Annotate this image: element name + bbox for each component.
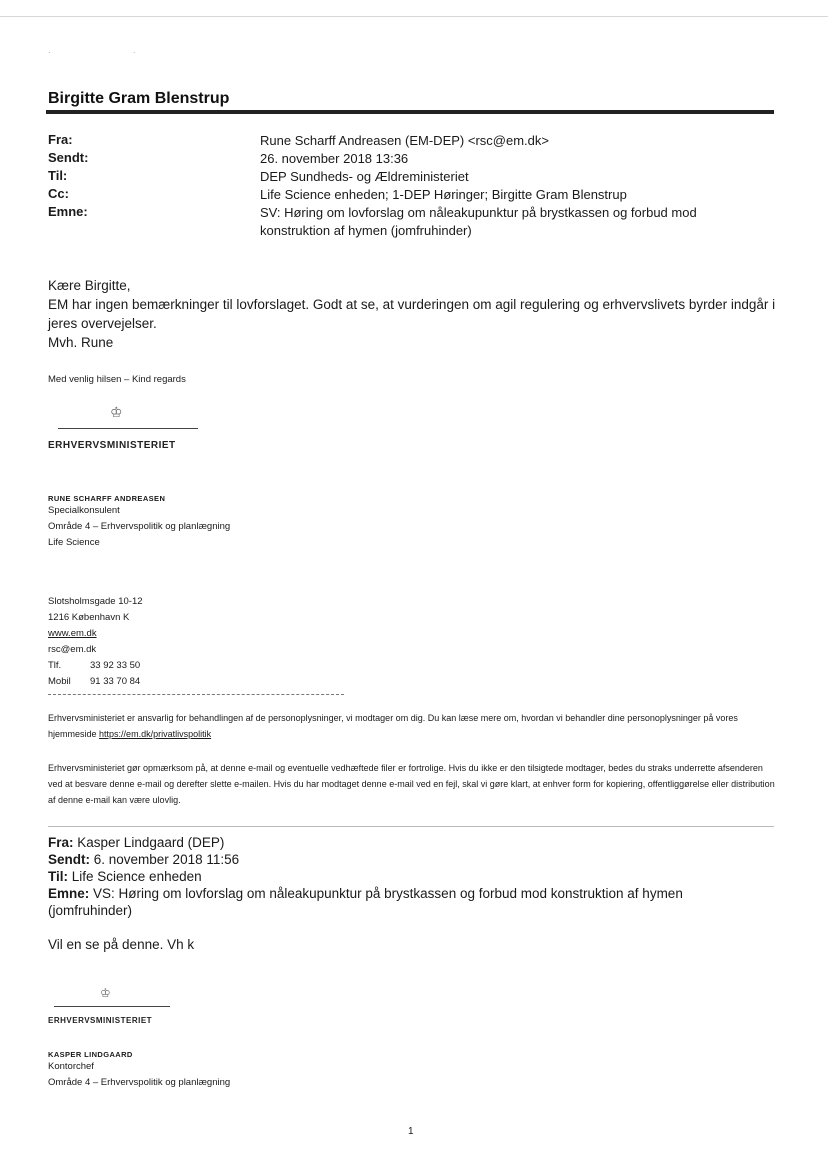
signature-area: Område 4 – Erhvervspolitik og planlægning xyxy=(48,521,231,532)
address-street: Slotsholmsgade 10-12 xyxy=(48,596,143,607)
regards: Med venlig hilsen – Kind regards xyxy=(48,374,186,385)
fwd-to-value: Life Science enheden xyxy=(71,869,202,884)
crown-icon-2: ♔ xyxy=(100,986,111,1000)
ministry-logo xyxy=(48,404,208,454)
fwd-subject-value: VS: Høring om lovforslag om nåleakupunktur på brystkassen og forbud mod konstruktion af hymen (jomfruhinder) xyxy=(48,886,683,918)
signature2-name: KASPER LINDGAARD xyxy=(48,1050,133,1059)
sent-label: Sendt: xyxy=(48,150,89,165)
contact-block xyxy=(48,594,288,690)
logo-text-2: ERHVERVSMINISTERIET xyxy=(48,1016,153,1025)
address-city: 1216 København K xyxy=(48,612,130,623)
subject-value: SV: Høring om lovforslag om nåleakupunktur på brystkassen og forbud mod konstruktion af hymen (jomfruhinder) xyxy=(260,205,697,238)
mailbox-owner: Birgitte Gram Blenstrup xyxy=(48,90,230,107)
fwd-from-value: Kasper Lindgaard (DEP) xyxy=(77,835,225,850)
website-link[interactable]: www.em.dk xyxy=(48,628,97,639)
body-paragraph: EM har ingen bemærkninger til lovforslaget. Godt at se, at vurderingen om agil regulering og erhvervslivets byrder indgår i jeres overvejelser. xyxy=(48,297,776,331)
to-label: Til: xyxy=(48,168,68,183)
signature-title: Specialkonsulent xyxy=(48,505,120,516)
ministry-logo-2 xyxy=(48,986,188,1030)
email-address: rsc@em.dk xyxy=(48,644,97,655)
fwd-sent-label: Sendt: xyxy=(48,852,90,867)
fwd-from-label: Fra: xyxy=(48,835,74,850)
signature2-area: Område 4 – Erhvervspolitik og planlægning xyxy=(48,1077,231,1088)
from-label: Fra: xyxy=(48,132,73,147)
tlf-value: 33 92 33 50 xyxy=(90,660,141,671)
tlf-label: Tlf. xyxy=(48,660,62,671)
mobil-value: 91 33 70 84 xyxy=(90,676,141,687)
closing: Mvh. Rune xyxy=(48,335,114,350)
fwd-body: Vil en se på denne. Vh k xyxy=(48,937,195,952)
email-body xyxy=(48,276,788,352)
signature2-title: Kontorchef xyxy=(48,1061,94,1072)
dashed-divider xyxy=(48,694,344,695)
subject-label: Emne: xyxy=(48,204,88,219)
signature-name: RUNE SCHARFF ANDREASEN xyxy=(48,494,166,503)
fwd-to xyxy=(48,868,748,885)
from-value: Rune Scharff Andreasen (EM-DEP) <rsc@em.dk> xyxy=(260,133,549,148)
cc-label: Cc: xyxy=(48,186,69,201)
fwd-subject xyxy=(48,885,748,919)
privacy-link[interactable]: https://em.dk/privatlivspolitik xyxy=(99,729,212,739)
sent-value: 26. november 2018 13:36 xyxy=(260,151,409,166)
fwd-from xyxy=(48,834,748,851)
mobil-label: Mobil xyxy=(48,676,71,687)
fwd-sent-value: 6. november 2018 11:56 xyxy=(93,852,240,867)
fwd-to-label: Til: xyxy=(48,869,68,884)
signature-block-2 xyxy=(48,1050,230,1091)
fwd-subject-label: Emne: xyxy=(48,886,90,901)
fwd-sent xyxy=(48,851,748,868)
crown-icon: ♔ xyxy=(110,404,123,420)
greeting: Kære Birgitte, xyxy=(48,278,131,293)
signature-unit: Life Science xyxy=(48,537,100,548)
owner-rule xyxy=(46,110,774,114)
page-number: 1 xyxy=(408,1126,414,1137)
top-border xyxy=(0,16,828,17)
logo-rule-2 xyxy=(54,1006,170,1007)
confidentiality-notice: Erhvervsministeriet gør opmærksom på, at denne e-mail og eventuelle vedhæftede filer er fortrolige. Hvis du ikke er den tilsigtede modtager, bedes du straks underrette afsenderen ved at besvare denne e-mail og derefter slette e-mailen. Hvis du har modtaget denne e-mail ved en fejl, skal vi gøre klart, at enhver form for kopiering, offentliggørelse eller distribution af denne e-mail kan være ulovlig. xyxy=(48,763,775,805)
privacy-notice xyxy=(48,710,778,742)
privacy-text: Erhvervsministeriet er ansvarlig for behandlingen af de personoplysninger, vi modtager om dig. Du kan læse mere om, hvordan vi behandler dine personoplysninger på vores hjemmeside xyxy=(48,713,738,739)
to-value: DEP Sundheds- og Ældreministeriet xyxy=(260,169,469,184)
logo-text: ERHVERVSMINISTERIET xyxy=(48,440,176,451)
forward-separator xyxy=(48,826,774,827)
signature-block xyxy=(48,494,230,551)
scan-specks: · · xyxy=(48,48,176,57)
logo-rule xyxy=(58,428,198,429)
cc-value: Life Science enheden; 1-DEP Høringer; Birgitte Gram Blenstrup xyxy=(260,187,627,202)
